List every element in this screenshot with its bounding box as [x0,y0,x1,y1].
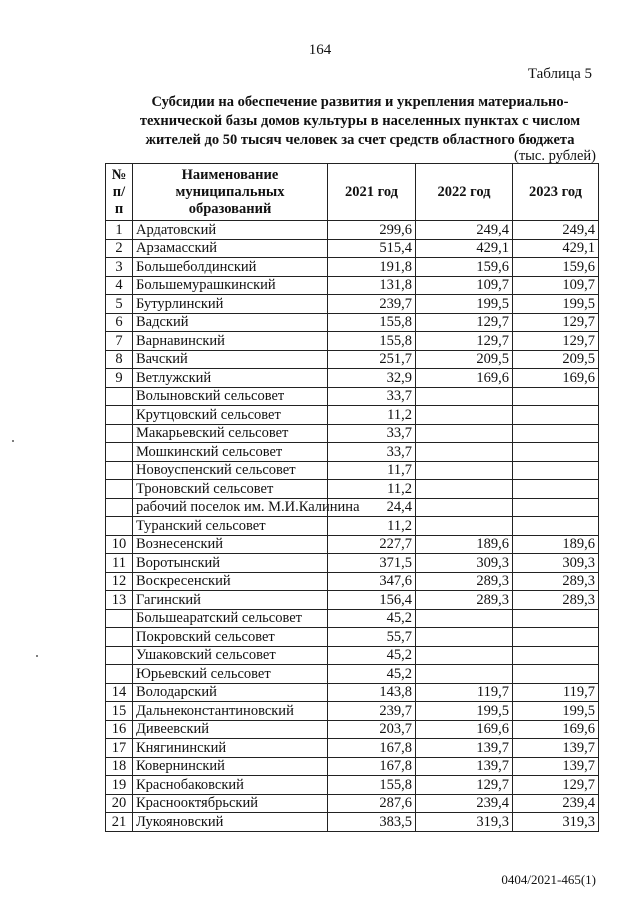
page-number: 164 [308,42,332,58]
value-2023-cell: 139,7 [513,757,599,776]
value-2023-cell: 209,5 [513,350,599,369]
title-line-1: Субсидии на обеспечение развития и укрепления материально- [151,94,569,110]
value-2023-cell [513,609,599,628]
row-number-cell [106,646,133,665]
value-2021-cell: 167,8 [328,739,416,758]
scan-speck [12,440,14,442]
row-number-cell: 15 [106,702,133,721]
value-2022-cell [416,406,513,425]
row-number-cell [106,480,133,499]
row-number-cell: 2 [106,239,133,258]
value-2022-cell [416,424,513,443]
municipality-name-cell: Вадский [133,313,328,332]
table-row [106,332,599,351]
table-row [106,517,599,536]
value-2023-cell: 199,5 [513,702,599,721]
value-2021-cell: 33,7 [328,387,416,406]
value-2023-cell: 189,6 [513,535,599,554]
header-municipality-line-2: муниципальных [175,183,285,200]
row-number-cell [106,609,133,628]
row-number-cell [106,387,133,406]
row-number-cell [106,443,133,462]
value-2021-cell: 24,4 [328,498,416,517]
value-2023-cell [513,424,599,443]
table-row [106,369,599,388]
row-number-cell: 14 [106,683,133,702]
row-number-cell: 19 [106,776,133,795]
value-2021-cell: 155,8 [328,313,416,332]
value-2021-cell: 251,7 [328,350,416,369]
table-row [106,535,599,554]
row-number-cell: 3 [106,258,133,277]
value-2022-cell: 199,5 [416,702,513,721]
value-2021-cell: 33,7 [328,424,416,443]
header-number [106,164,133,221]
header-number-line-1: № [111,166,127,183]
row-number-cell [106,517,133,536]
value-2023-cell: 109,7 [513,276,599,295]
value-2023-cell: 199,5 [513,295,599,314]
value-2021-cell: 155,8 [328,332,416,351]
table-row [106,628,599,647]
municipality-name-cell: Дальнеконстантиновский [133,702,328,721]
value-2023-cell [513,461,599,480]
municipality-name-cell: Юрьевский сельсовет [133,665,328,684]
scan-speck [36,655,38,657]
value-2021-cell: 32,9 [328,369,416,388]
value-2022-cell: 249,4 [416,221,513,240]
municipality-name-cell: Бутурлинский [133,295,328,314]
value-2021-cell: 45,2 [328,665,416,684]
table-row [106,313,599,332]
value-2022-cell: 139,7 [416,757,513,776]
value-2021-cell: 11,2 [328,517,416,536]
value-2022-cell [416,609,513,628]
value-2021-cell: 287,6 [328,794,416,813]
value-2021-cell: 371,5 [328,554,416,573]
value-2023-cell [513,480,599,499]
municipality-name-cell: Большемурашкинский [133,276,328,295]
value-2023-cell: 309,3 [513,554,599,573]
value-2022-cell: 319,3 [416,813,513,832]
row-number-cell: 7 [106,332,133,351]
value-2021-cell: 299,6 [328,221,416,240]
value-2023-cell [513,498,599,517]
header-year-2023: 2023 год [513,164,599,221]
units-label: (тыс. рублей) [514,148,596,164]
title-line-3: жителей до 50 тысяч человек за счет средств областного бюджета [145,132,575,148]
value-2022-cell [416,646,513,665]
table-row [106,276,599,295]
row-number-cell: 4 [106,276,133,295]
value-2022-cell [416,498,513,517]
value-2021-cell: 167,8 [328,757,416,776]
table-row [106,683,599,702]
value-2021-cell: 11,2 [328,406,416,425]
municipality-name-cell: Вачский [133,350,328,369]
subsidy-table [105,163,599,832]
header-municipality-line-3: образований [188,200,272,217]
municipality-name-cell: Троновский сельсовет [133,480,328,499]
value-2022-cell: 159,6 [416,258,513,277]
table-row [106,665,599,684]
table-row [106,572,599,591]
row-number-cell: 20 [106,794,133,813]
row-number-cell [106,498,133,517]
table-row [106,739,599,758]
value-2021-cell: 227,7 [328,535,416,554]
value-2022-cell: 239,4 [416,794,513,813]
municipality-name-cell: Туранский сельсовет [133,517,328,536]
row-number-cell: 1 [106,221,133,240]
table-header-row [106,164,599,221]
table-row [106,813,599,832]
table-row [106,461,599,480]
row-number-cell: 12 [106,572,133,591]
municipality-name-cell: Мошкинский сельсовет [133,443,328,462]
value-2021-cell: 155,8 [328,776,416,795]
value-2022-cell [416,480,513,499]
municipality-name-cell: Крутцовский сельсовет [133,406,328,425]
value-2021-cell: 156,4 [328,591,416,610]
table-row [106,239,599,258]
value-2023-cell: 129,7 [513,332,599,351]
table-row [106,794,599,813]
municipality-name-cell: Дивеевский [133,720,328,739]
row-number-cell: 10 [106,535,133,554]
row-number-cell: 21 [106,813,133,832]
row-number-cell: 11 [106,554,133,573]
value-2023-cell: 169,6 [513,369,599,388]
value-2023-cell: 289,3 [513,591,599,610]
value-2023-cell: 159,6 [513,258,599,277]
row-number-cell [106,665,133,684]
row-number-cell [106,424,133,443]
value-2022-cell [416,517,513,536]
row-number-cell: 13 [106,591,133,610]
municipality-name-cell: Краснобаковский [133,776,328,795]
municipality-name-cell: Большеаратский сельсовет [133,609,328,628]
municipality-name-cell: Ушаковский сельсовет [133,646,328,665]
row-number-cell [106,406,133,425]
row-number-cell: 9 [106,369,133,388]
table-row [106,406,599,425]
value-2021-cell: 515,4 [328,239,416,258]
value-2022-cell: 289,3 [416,572,513,591]
municipality-name-cell: Варнавинский [133,332,328,351]
value-2023-cell: 129,7 [513,313,599,332]
row-number-cell [106,628,133,647]
value-2022-cell: 289,3 [416,591,513,610]
municipality-name-cell: рабочий поселок им. М.И.Калинина [133,498,328,517]
value-2022-cell [416,628,513,647]
municipality-name-cell: Большеболдинский [133,258,328,277]
municipality-name-cell: Ветлужский [133,369,328,388]
table-row [106,757,599,776]
value-2021-cell: 45,2 [328,609,416,628]
value-2021-cell: 131,8 [328,276,416,295]
value-2021-cell: 11,2 [328,480,416,499]
municipality-name-cell: Ардатовский [133,221,328,240]
table-row [106,776,599,795]
value-2023-cell: 319,3 [513,813,599,832]
document-code: 0404/2021-465(1) [501,872,596,887]
municipality-name-cell: Лукояновский [133,813,328,832]
municipality-name-cell: Арзамасский [133,239,328,258]
value-2021-cell: 203,7 [328,720,416,739]
value-2022-cell: 129,7 [416,332,513,351]
value-2023-cell [513,665,599,684]
row-number-cell: 18 [106,757,133,776]
value-2021-cell: 239,7 [328,702,416,721]
title-line-2: технической базы домов культуры в населенных пунктах с числом [139,113,581,129]
value-2021-cell: 347,6 [328,572,416,591]
table-row [106,258,599,277]
header-year-2021: 2021 год [328,164,416,221]
municipality-name-cell: Краснооктябрьский [133,794,328,813]
municipality-name-cell: Покровский сельсовет [133,628,328,647]
value-2021-cell: 33,7 [328,443,416,462]
municipality-name-cell: Воротынский [133,554,328,573]
value-2023-cell: 119,7 [513,683,599,702]
value-2022-cell: 429,1 [416,239,513,258]
table-label: Таблица 5 [527,66,592,82]
document-title [80,93,640,150]
value-2021-cell: 55,7 [328,628,416,647]
municipality-name-cell: Володарский [133,683,328,702]
municipality-name-cell: Макарьевский сельсовет [133,424,328,443]
table-body [106,221,599,832]
value-2022-cell: 139,7 [416,739,513,758]
value-2023-cell: 239,4 [513,794,599,813]
row-number-cell: 16 [106,720,133,739]
header-number-line-2: п/п [112,183,126,217]
row-number-cell: 8 [106,350,133,369]
table-row [106,498,599,517]
table-row [106,554,599,573]
municipality-name-cell: Ковернинский [133,757,328,776]
value-2023-cell [513,387,599,406]
municipality-name-cell: Вознесенский [133,535,328,554]
table-row [106,720,599,739]
row-number-cell: 17 [106,739,133,758]
table-row [106,295,599,314]
table-row [106,702,599,721]
value-2021-cell: 239,7 [328,295,416,314]
header-municipality [133,164,328,221]
value-2022-cell: 209,5 [416,350,513,369]
table-row [106,646,599,665]
value-2021-cell: 383,5 [328,813,416,832]
value-2022-cell: 119,7 [416,683,513,702]
value-2022-cell: 309,3 [416,554,513,573]
value-2022-cell [416,443,513,462]
table-row [106,424,599,443]
value-2023-cell: 139,7 [513,739,599,758]
value-2022-cell: 199,5 [416,295,513,314]
value-2023-cell [513,628,599,647]
table-row [106,387,599,406]
municipality-name-cell: Воскресенский [133,572,328,591]
value-2023-cell: 429,1 [513,239,599,258]
row-number-cell: 5 [106,295,133,314]
value-2023-cell [513,443,599,462]
municipality-name-cell: Княгининский [133,739,328,758]
value-2022-cell [416,665,513,684]
row-number-cell [106,461,133,480]
table-row [106,350,599,369]
value-2023-cell: 129,7 [513,776,599,795]
table-row [106,443,599,462]
value-2022-cell: 129,7 [416,776,513,795]
value-2022-cell: 129,7 [416,313,513,332]
table-row [106,480,599,499]
value-2021-cell: 11,7 [328,461,416,480]
municipality-name-cell: Гагинский [133,591,328,610]
value-2021-cell: 143,8 [328,683,416,702]
table-row [106,221,599,240]
value-2022-cell [416,461,513,480]
row-number-cell: 6 [106,313,133,332]
value-2023-cell: 289,3 [513,572,599,591]
value-2022-cell: 169,6 [416,720,513,739]
value-2023-cell [513,517,599,536]
value-2022-cell: 109,7 [416,276,513,295]
value-2023-cell: 169,6 [513,720,599,739]
table-row [106,609,599,628]
municipality-name-cell: Новоуспенский сельсовет [133,461,328,480]
value-2023-cell [513,646,599,665]
value-2023-cell: 249,4 [513,221,599,240]
value-2022-cell [416,387,513,406]
municipality-name-cell: Волыновский сельсовет [133,387,328,406]
value-2023-cell [513,406,599,425]
value-2021-cell: 191,8 [328,258,416,277]
header-year-2022: 2022 год [416,164,513,221]
value-2021-cell: 45,2 [328,646,416,665]
header-municipality-line-1: Наименование [181,166,279,183]
value-2022-cell: 189,6 [416,535,513,554]
value-2022-cell: 169,6 [416,369,513,388]
table-row [106,591,599,610]
